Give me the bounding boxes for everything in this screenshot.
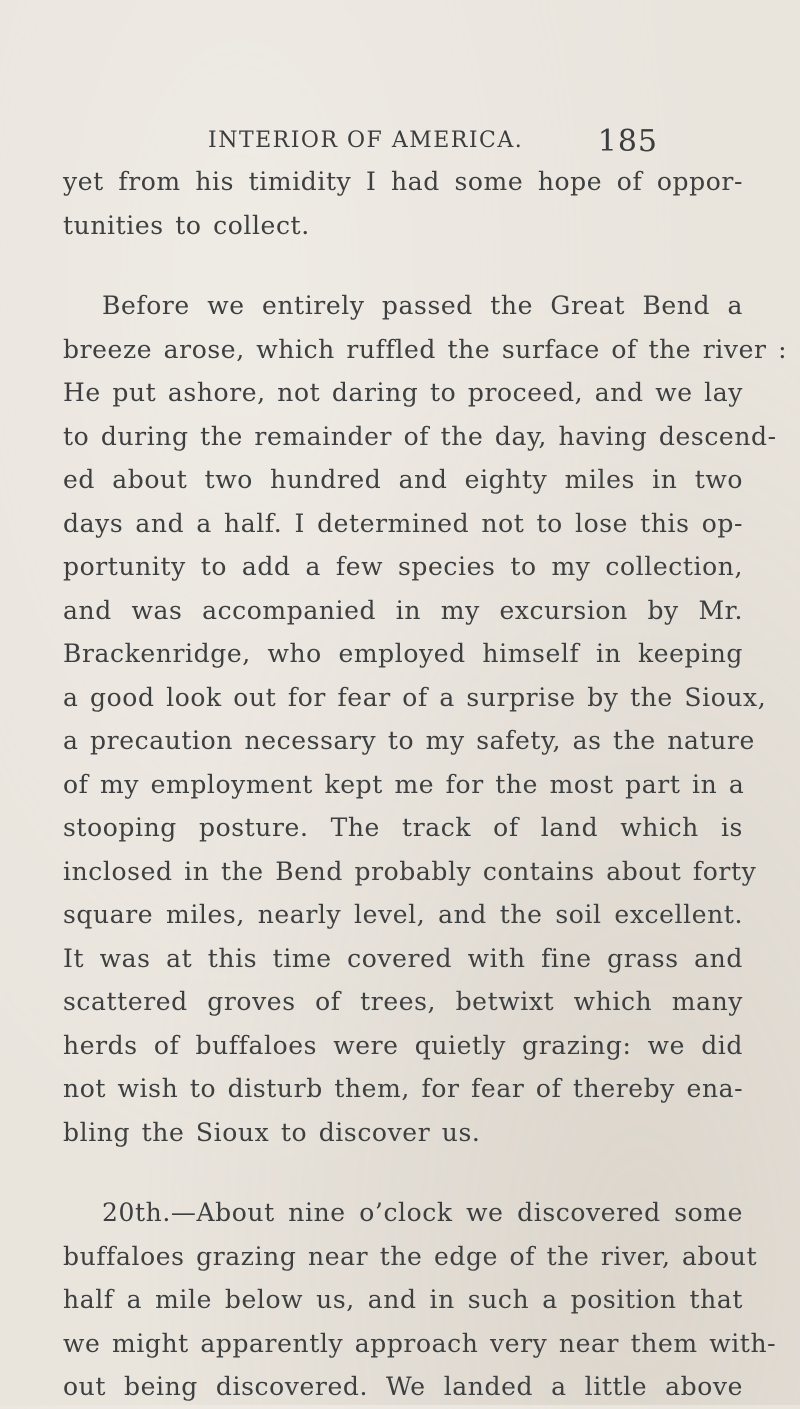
paragraph bbox=[63, 160, 743, 247]
text-line: buffaloes grazing near the edge of the river, about bbox=[63, 1241, 758, 1271]
text-line: ed about two hundred and eighty miles in two bbox=[63, 465, 743, 494]
text-line: yet from his timidity I had some hope of oppor- bbox=[63, 167, 743, 196]
text-line: a precaution necessary to my safety, as the nature bbox=[63, 726, 755, 755]
text-line: It was at this time covered with fine grass and bbox=[63, 943, 743, 973]
text-line: we might apparently approach very near them with- bbox=[63, 1328, 777, 1358]
text-line: stooping posture. The track of land which is bbox=[63, 813, 743, 842]
page-number: 185 bbox=[597, 124, 658, 159]
text-line: Before we entirely passed the Great Bend a bbox=[102, 291, 743, 320]
text-line: 20th.—About nine o’clock we discovered some bbox=[102, 1198, 743, 1227]
running-title: INTERIOR OF AMERICA. bbox=[208, 128, 524, 153]
text-line: He put ashore, not daring to proceed, and we lay bbox=[63, 378, 743, 407]
text-line: inclosed in the Bend probably contains about forty bbox=[63, 856, 757, 886]
body-text bbox=[63, 160, 788, 1409]
text-line: half a mile below us, and in such a position that bbox=[63, 1285, 743, 1314]
text-line: a good look out for fear of a surprise by the Sioux, bbox=[63, 682, 767, 712]
text-line: scattered groves of trees, betwixt which many bbox=[63, 987, 743, 1016]
text-line: herds of buffaloes were quietly grazing: we did bbox=[63, 1030, 743, 1060]
paragraph-break bbox=[63, 1154, 743, 1191]
text-line: out being discovered. We landed a little above bbox=[63, 1372, 743, 1401]
text-line: bling the Sioux to discover us. bbox=[63, 1117, 481, 1147]
text-line: portunity to add a few species to my collection, bbox=[63, 552, 743, 581]
text-line: and was accompanied in my excursion by Mr. bbox=[63, 595, 743, 625]
text-line: square miles, nearly level, and the soil excellent. bbox=[63, 900, 743, 929]
running-head bbox=[208, 124, 658, 162]
text-line: not wish to disturb them, for fear of thereby ena- bbox=[63, 1074, 744, 1103]
text-line: to during the remainder of the day, having descend- bbox=[63, 421, 777, 451]
paragraph-break bbox=[63, 247, 743, 284]
text-line: Brackenridge, who employed himself in keeping bbox=[63, 639, 743, 668]
text-line: of my employment kept me for the most part in a bbox=[63, 769, 745, 799]
paragraph bbox=[63, 284, 788, 1154]
text-line: breeze arose, which ruffled the surface of the river : bbox=[63, 334, 788, 364]
text-line: tunities to collect. bbox=[63, 210, 310, 240]
text-line: days and a half. I determined not to lose this op- bbox=[63, 508, 743, 538]
paragraph bbox=[63, 1191, 777, 1409]
